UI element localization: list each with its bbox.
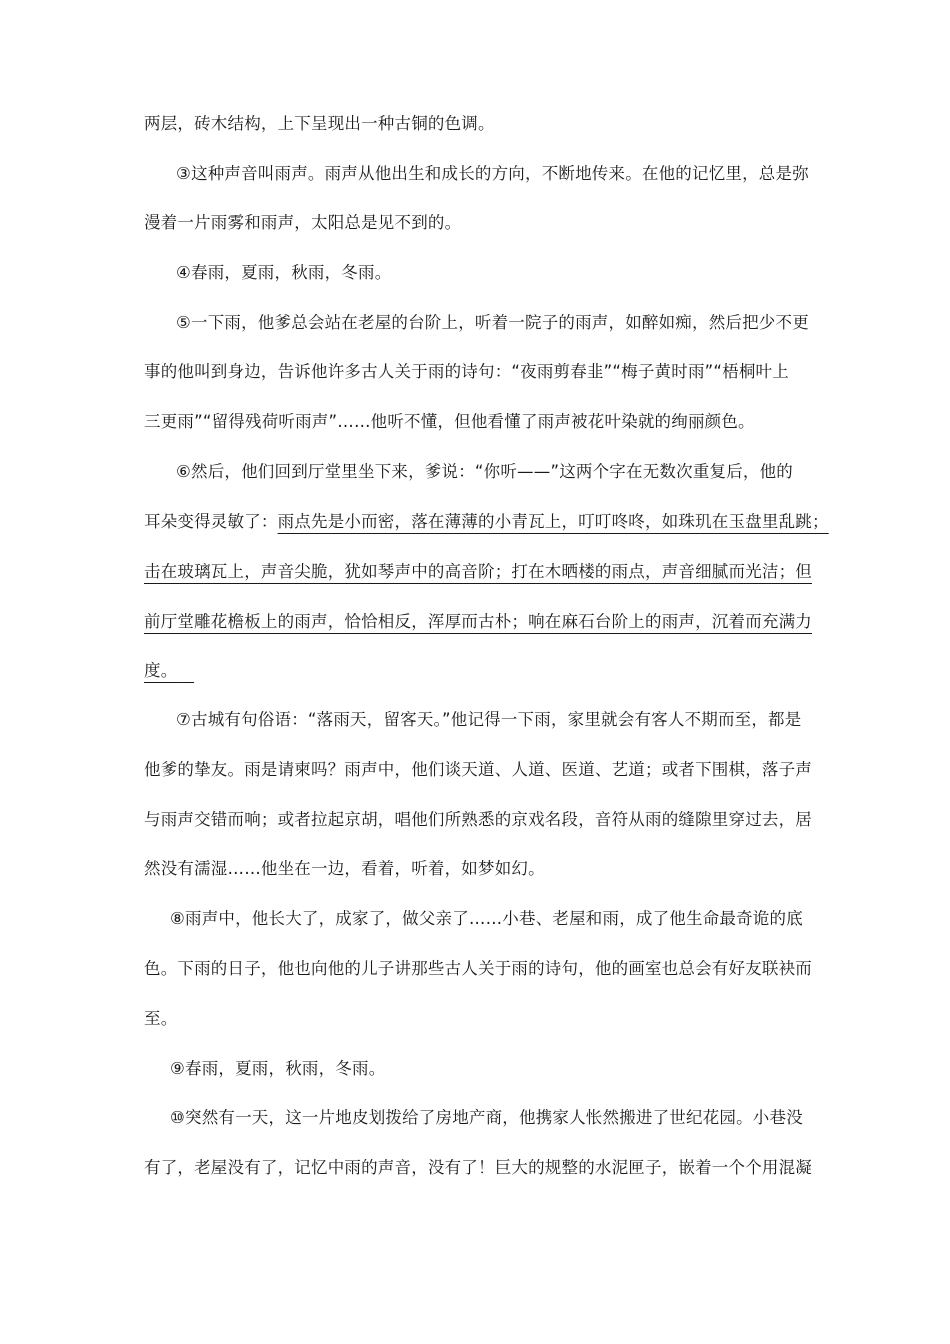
paragraph-4-line: ④春雨，夏雨，秋雨，冬雨。 — [176, 263, 392, 282]
paragraph-3-line: ③这种声音叫雨声。雨声从他出生和成长的方向，不断地传来。在他的记忆里，总是弥 — [176, 164, 809, 183]
paragraph-7-line: ⑦古城有句俗语：“落雨天，留客天。”他记得一下雨，家里就会有客人不期而至，都是 — [176, 710, 802, 729]
paragraph-9-line: ⑨春雨，夏雨，秋雨，冬雨。 — [170, 1059, 386, 1078]
text-line: 两层，砖木结构，上下呈现出一种古铜的色调。 — [144, 114, 495, 133]
paragraph-10-line: ⑩突然有一天，这一片地皮划拨给了房地产商，他携家人怅然搬进了世纪花园。小巷没 — [170, 1108, 803, 1127]
text-line — [144, 510, 829, 534]
text-line: 事的他叫到身边，告诉他许多古人关于雨的诗句：“夜雨剪春韭”“梅子黄时雨”“梧桐叶上 — [144, 362, 789, 381]
underlined-passage-line: 前厅堂雕花檐板上的雨声，恰恰相反，浑厚而古朴；响在麻石台阶上的雨声，沉着而充满力 — [144, 612, 812, 631]
text-line: 然没有濡湿……他坐在一边，看着，听着，如梦如幻。 — [144, 859, 545, 878]
text-segment: 耳朵变得灵敏了： — [144, 512, 278, 531]
text-line: 至。 — [144, 1009, 178, 1028]
text-line: 漫着一片雨雾和雨声，太阳总是见不到的。 — [144, 213, 462, 232]
text-line: 与雨声交错而响；或者拉起京胡，唱他们所熟悉的京戏名段，音符从雨的缝隙里穿过去，居 — [144, 810, 812, 829]
text-line: 有了，老屋没有了，记忆中雨的声音，没有了！巨大的规整的水泥匣子，嵌着一个个用混凝 — [144, 1158, 812, 1177]
text-line: 色。下雨的日子，他也向他的儿子讲那些古人关于雨的诗句，他的画室也总会有好友联袂而 — [144, 959, 812, 978]
text-line: 三更雨”“留得残荷听雨声”……他听不懂，但他看懂了雨声被花叶染就的绚丽颜色。 — [144, 412, 755, 431]
underlined-passage-line: 击在玻璃瓦上，声音尖脆，犹如琴声中的高音阶；打在木晒楼的雨点，声音细腻而光洁；但 — [144, 562, 812, 581]
text-line: 他爹的挚友。雨是请柬吗？雨声中，他们谈天道、人道、医道、艺道；或者下围棋，落子声 — [144, 760, 812, 779]
underlined-passage: 雨点先是小而密，落在薄薄的小青瓦上，叮叮咚咚，如珠玑在玉盘里乱跳； — [277, 512, 829, 531]
paragraph-6-line: ⑥然后，他们回到厅堂里坐下来，爹说：“你听——”这两个字在无数次重复后，他的 — [176, 462, 793, 481]
paragraph-5-line: ⑤一下雨，他爹总会站在老屋的台阶上，听着一院子的雨声，如醉如痴，然后把少不更 — [176, 313, 809, 332]
underlined-passage-end: 度。 — [144, 661, 178, 680]
paragraph-8-line: ⑧雨声中，他长大了，成家了，做父亲了……小巷、老屋和雨，成了他生命最奇诡的底 — [170, 909, 803, 928]
underlined-passage-line — [144, 659, 194, 683]
